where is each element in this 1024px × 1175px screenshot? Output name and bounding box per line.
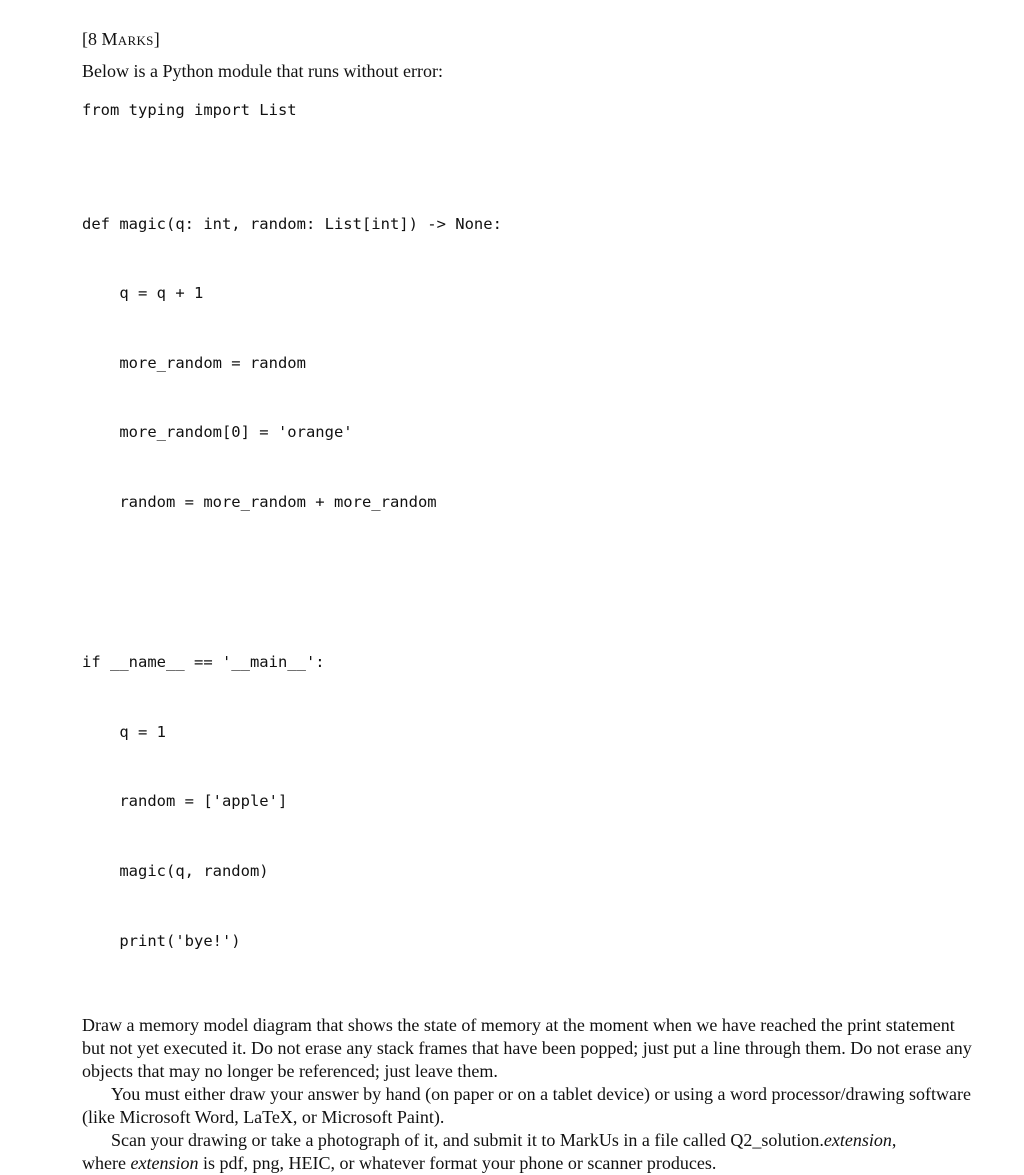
code-line: random = ['apple'] [82,792,288,811]
marks-close-bracket: ] [153,29,160,49]
code-import-line: from typing import List [82,101,297,119]
marks-open-bracket: [ [82,29,88,49]
marks-number: 8 [88,29,97,49]
code-main-block [82,605,982,999]
question-page [82,28,982,1175]
code-line: more_random = random [82,353,306,372]
code-line: def magic(q: int, random: List[int]) -> None: [82,214,502,233]
code-line: q = 1 [82,722,166,741]
code-line: if __name__ == '__main__': [82,653,325,672]
instructions-p3-text: Scan your drawing or take a photograph of it, and submit it to MarkUs in a file called Q2_solution. [111,1130,824,1151]
instructions-p3-where: where [82,1153,131,1174]
code-function-block [82,166,982,560]
code-line: magic(q, random) [82,861,269,880]
code-line: random = more_random + more_random [82,493,437,512]
instructions-paragraph-3 [82,1129,982,1175]
filename-extension: extension [823,1130,892,1151]
code-line: print('bye!') [82,931,241,950]
marks-label [82,28,982,50]
instructions-paragraph-2: You must either draw your answer by hand (on paper or on a tablet device) or using a word processor/drawing software (like Microsoft Word, LaTeX, or Microsoft Paint). [82,1084,971,1128]
marks-word: Marks [101,29,154,49]
instructions-paragraph-1: Draw a memory model diagram that shows the state of memory at the moment when we have reached the print statement but not yet executed it. Do not erase any stack frames that have been popped; just put a line through them. Do not erase any objects that may no longer be referenced; just leave them. [82,1015,972,1082]
instructions-p3-comma: , [891,1130,897,1151]
code-line: more_random[0] = 'orange' [82,423,353,442]
extension-word: extension [130,1153,199,1174]
code-line: q = q + 1 [82,284,204,303]
instructions-p3-formats: is pdf, png, HEIC, or whatever format your phone or scanner produces. [198,1153,717,1174]
intro-text: Below is a Python module that runs without error: [82,61,443,81]
